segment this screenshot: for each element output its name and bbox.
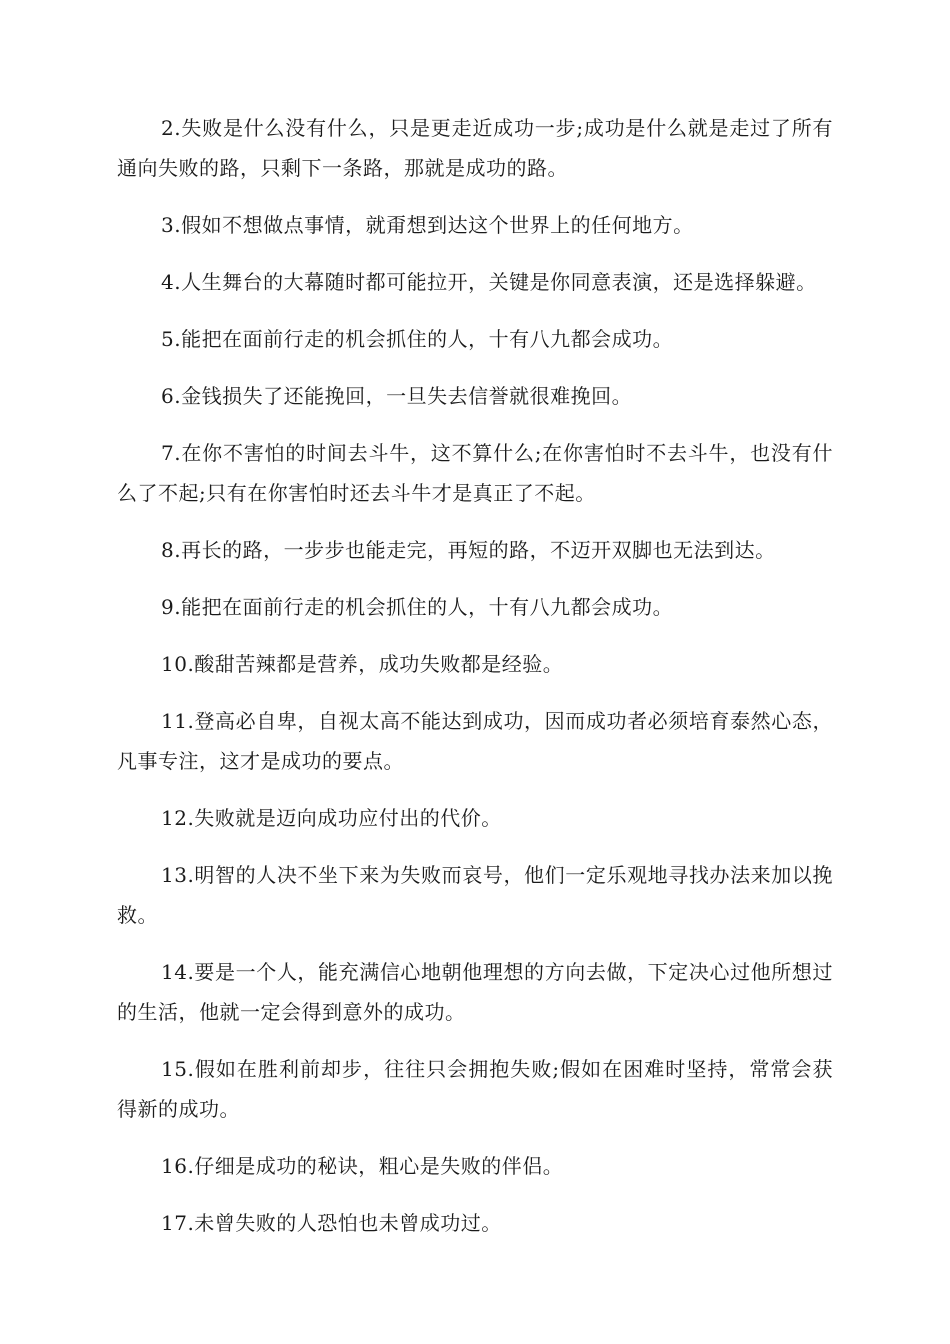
document-body — [117, 108, 833, 1260]
quote-paragraph: 7.在你不害怕的时间去斗牛，这不算什么;在你害怕时不去斗牛，也没有什么了不起;只有在你害怕时还去斗牛才是真正了不起。 — [117, 441, 833, 505]
quote-paragraph: 8.再长的路，一步步也能走完，再短的路，不迈开双脚也无法到达。 — [161, 538, 776, 562]
quote-paragraph: 14.要是一个人，能充满信心地朝他理想的方向去做，下定决心过他所想过的生活，他就一定会得到意外的成功。 — [117, 960, 833, 1024]
quote-paragraph: 9.能把在面前行走的机会抓住的人，十有八九都会成功。 — [161, 595, 674, 619]
quote-paragraph: 13.明智的人决不坐下来为失败而哀号，他们一定乐观地寻找办法来加以挽救。 — [117, 863, 833, 927]
quote-paragraph: 3.假如不想做点事情，就甭想到达这个世界上的任何地方。 — [161, 213, 694, 237]
quote-paragraph: 16.仔细是成功的秘诀，粗心是失败的伴侣。 — [161, 1154, 564, 1178]
quote-paragraph: 5.能把在面前行走的机会抓住的人，十有八九都会成功。 — [161, 327, 674, 351]
quote-paragraph: 4.人生舞台的大幕随时都可能拉开，关键是你同意表演，还是选择躲避。 — [161, 270, 817, 294]
quote-paragraph: 10.酸甜苦辣都是营养，成功失败都是经验。 — [161, 652, 564, 676]
quote-paragraph: 12.失败就是迈向成功应付出的代价。 — [161, 806, 502, 830]
quote-paragraph: 15.假如在胜利前却步，往往只会拥抱失败;假如在困难时坚持，常常会获得新的成功。 — [117, 1057, 833, 1121]
quote-paragraph: 17.未曾失败的人恐怕也未曾成功过。 — [161, 1211, 502, 1235]
quote-paragraph: 6.金钱损失了还能挽回，一旦失去信誉就很难挽回。 — [161, 384, 633, 408]
quote-paragraph: 11.登高必自卑，自视太高不能达到成功，因而成功者必须培育泰然心态，凡事专注，这才是成功的要点。 — [117, 709, 833, 773]
quote-paragraph: 2.失败是什么没有什么，只是更走近成功一步;成功是什么就是走过了所有通向失败的路，只剩下一条路，那就是成功的路。 — [117, 116, 833, 180]
